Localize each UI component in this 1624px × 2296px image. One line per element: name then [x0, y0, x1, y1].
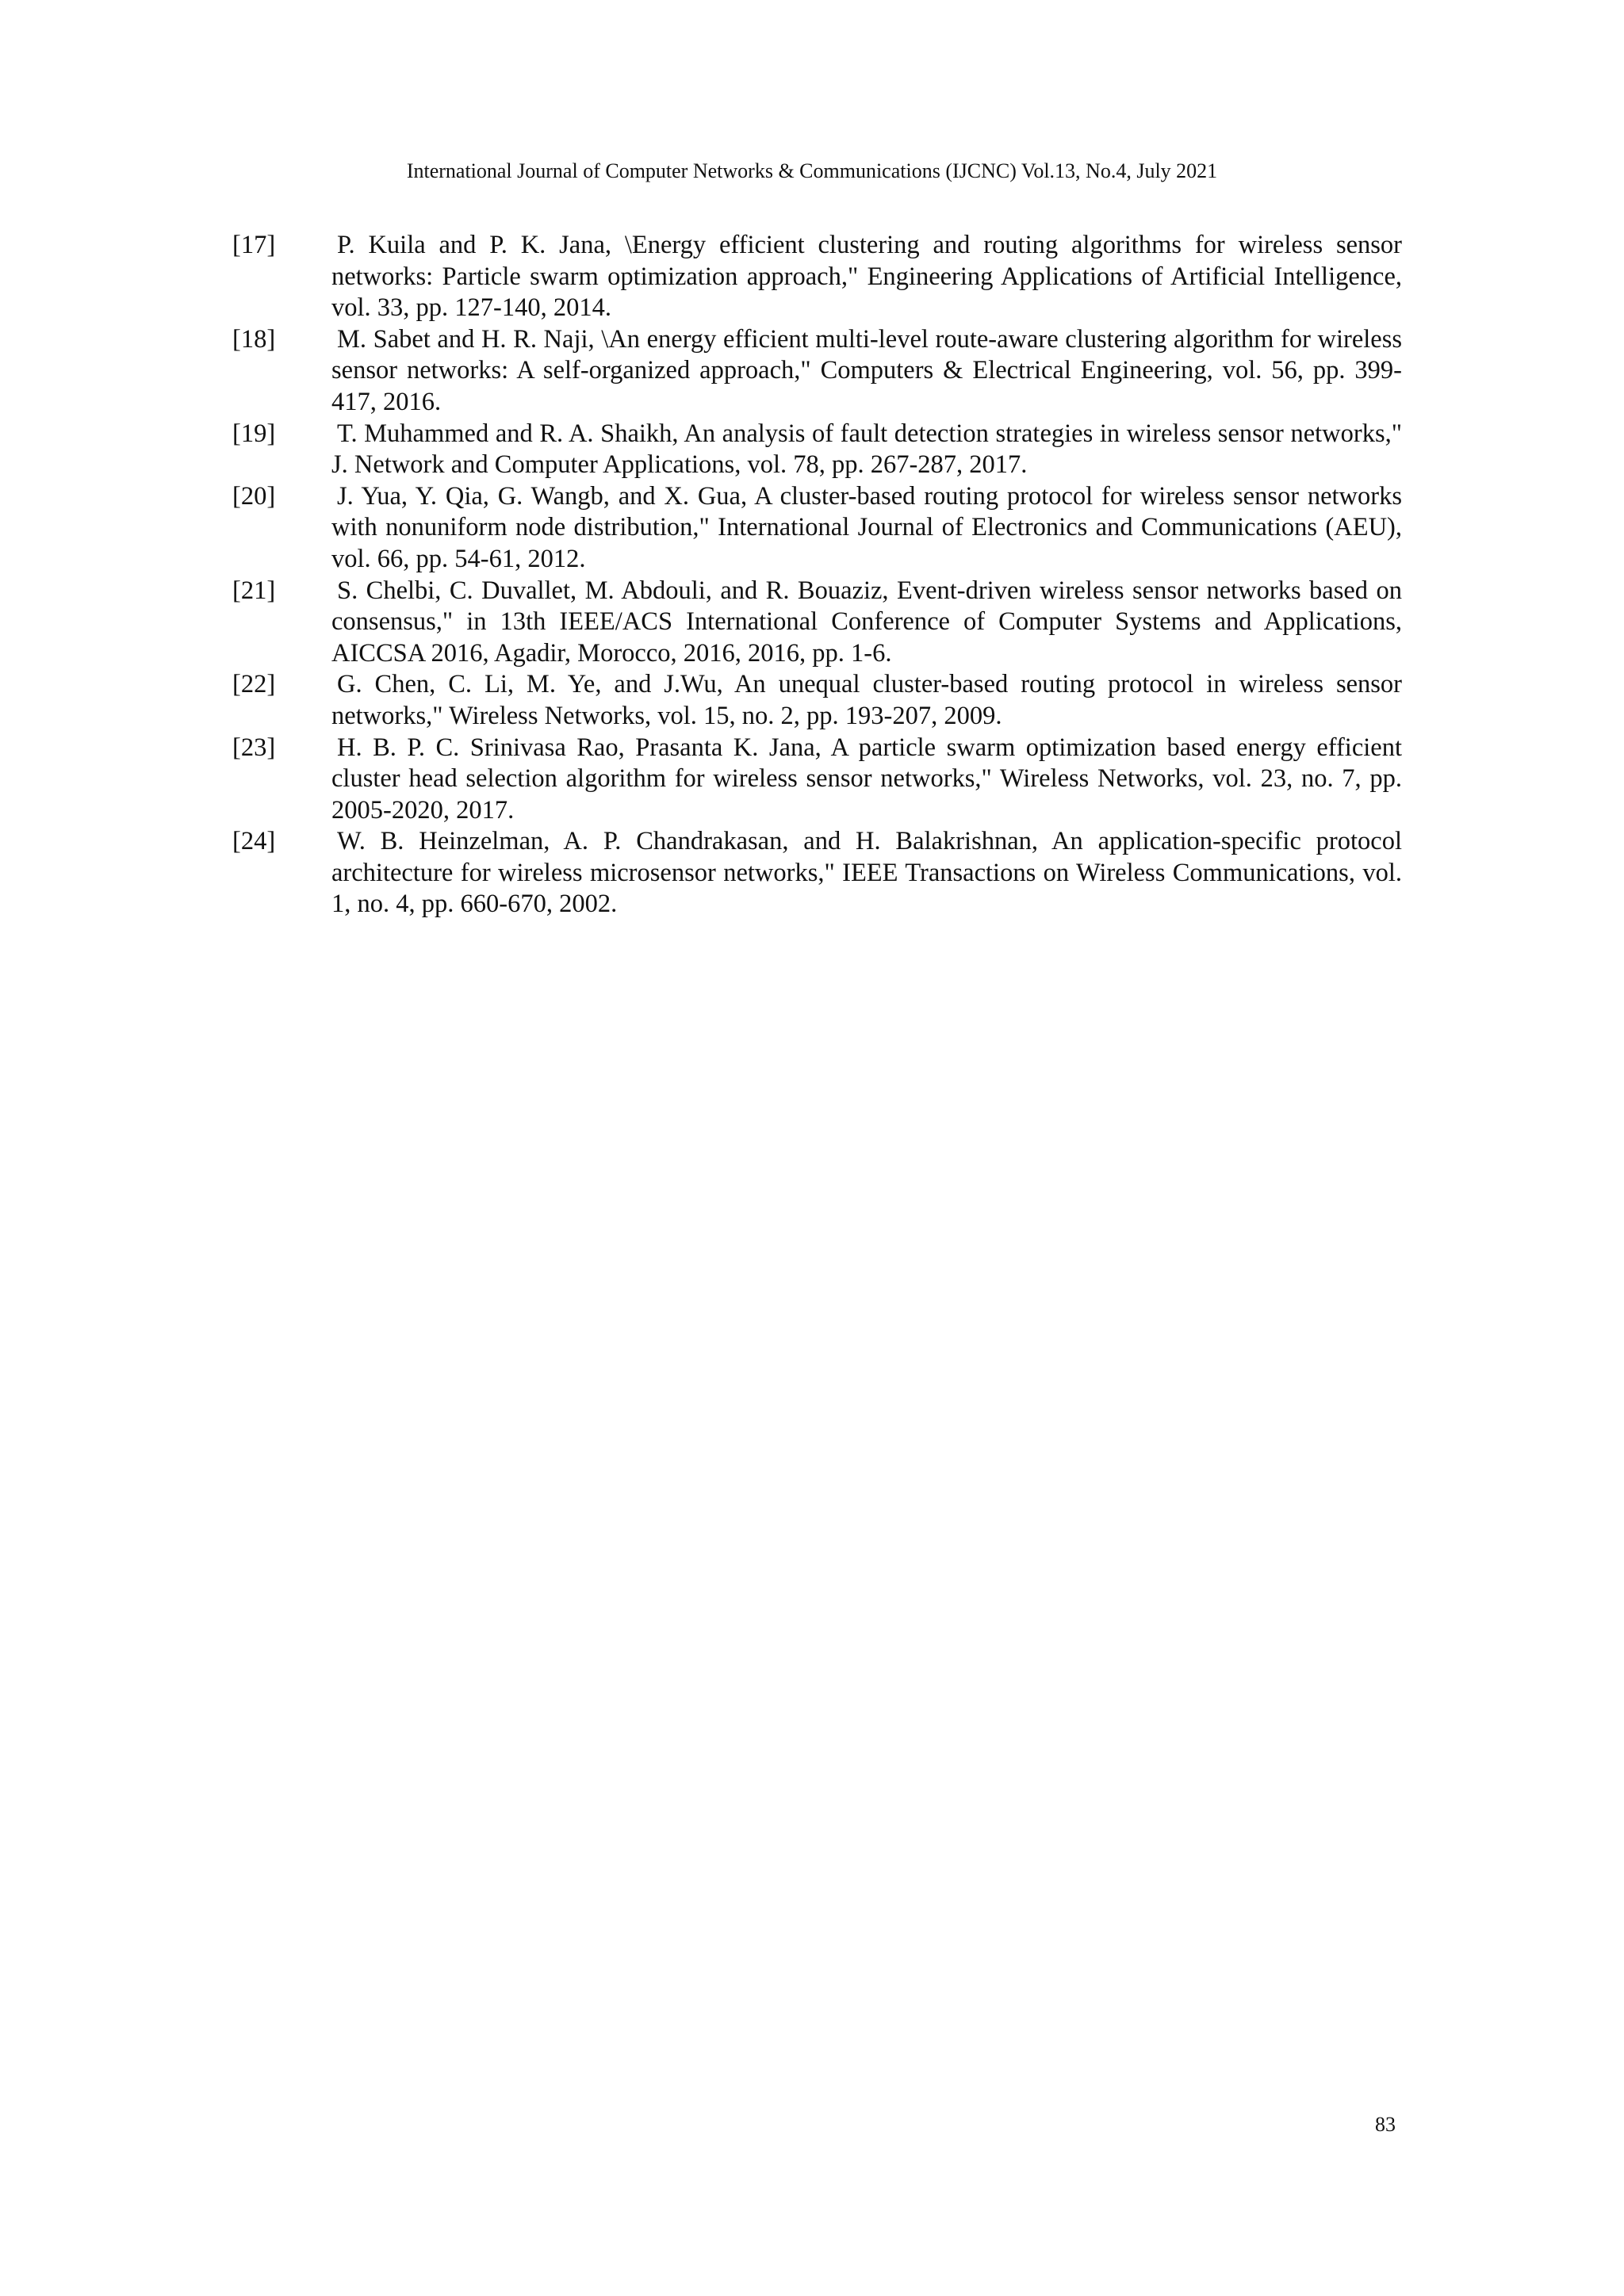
reference-label: [24]	[232, 827, 276, 856]
reference-item	[232, 324, 1402, 419]
reference-item	[232, 669, 1402, 732]
reference-label: [21]	[232, 576, 276, 605]
reference-text: T. Muhammed and R. A. Shaikh, An analysis of fault detection strategies in wireless sensor networks," J. Network and Computer Applications, vol. 78, pp. 267-287, 2017.	[331, 419, 1402, 480]
reference-item	[232, 419, 1402, 481]
reference-text: P. Kuila and P. K. Jana, \Energy efficient clustering and routing algorithms for wireless sensor networks: Particle swarm optimization approach," Engineering Applications of Artificial Intelligence, vol. 33, pp. 127-140, 2014.	[331, 231, 1402, 323]
reference-text: S. Chelbi, C. Duvallet, M. Abdouli, and R. Bouaziz, Event-driven wireless sensor networks based on consensus," in 13th IEEE/ACS International Conference of Computer Systems and Applications, AICCSA 2016, Agadir, Morocco, 2016, 2016, pp. 1-6.	[331, 576, 1402, 668]
reference-label: [22]	[232, 670, 276, 699]
page-number: 83	[1375, 2113, 1396, 2136]
reference-text: J. Yua, Y. Qia, G. Wangb, and X. Gua, A cluster-based routing protocol for wireless sensor networks with nonuniform node distribution," International Journal of Electronics and Communications (AEU), vol. 66, pp. 54-61, 2012.	[331, 481, 1402, 573]
reference-text: H. B. P. C. Srinivasa Rao, Prasanta K. Jana, A particle swarm optimization based energy efficient cluster head selection algorithm for wireless sensor networks," Wireless Networks, vol. 23, no. 7, pp. 2005-2020, 2017.	[331, 733, 1402, 825]
reference-label: [18]	[232, 324, 276, 354]
reference-item	[232, 826, 1402, 920]
reference-item	[232, 481, 1402, 576]
reference-label: [17]	[232, 231, 276, 259]
reference-label: [19]	[232, 419, 276, 448]
reference-label: [20]	[232, 481, 276, 511]
reference-item	[232, 576, 1402, 670]
reference-list	[232, 230, 1402, 920]
reference-item	[232, 733, 1402, 827]
reference-text: W. B. Heinzelman, A. P. Chandrakasan, and H. Balakrishnan, An application-specific protocol architecture for wireless microsensor networks," IEEE Transactions on Wireless Communications, vol. 1, no. 4, pp. 660-670, 2002.	[331, 827, 1402, 919]
running-header: International Journal of Computer Networks & Communications (IJCNC) Vol.13, No.4, July 2021	[406, 159, 1218, 182]
reference-text: M. Sabet and H. R. Naji, \An energy efficient multi-level route-aware clustering algorithm for wireless sensor networks: A self-organized approach," Computers & Electrical Engineering, vol. 56, pp. 399-417, 2016.	[331, 324, 1402, 416]
reference-label: [23]	[232, 733, 276, 762]
reference-item	[232, 230, 1402, 324]
reference-text: G. Chen, C. Li, M. Ye, and J.Wu, An unequal cluster-based routing protocol in wireless sensor networks," Wireless Networks, vol. 15, no. 2, pp. 193-207, 2009.	[331, 670, 1402, 730]
